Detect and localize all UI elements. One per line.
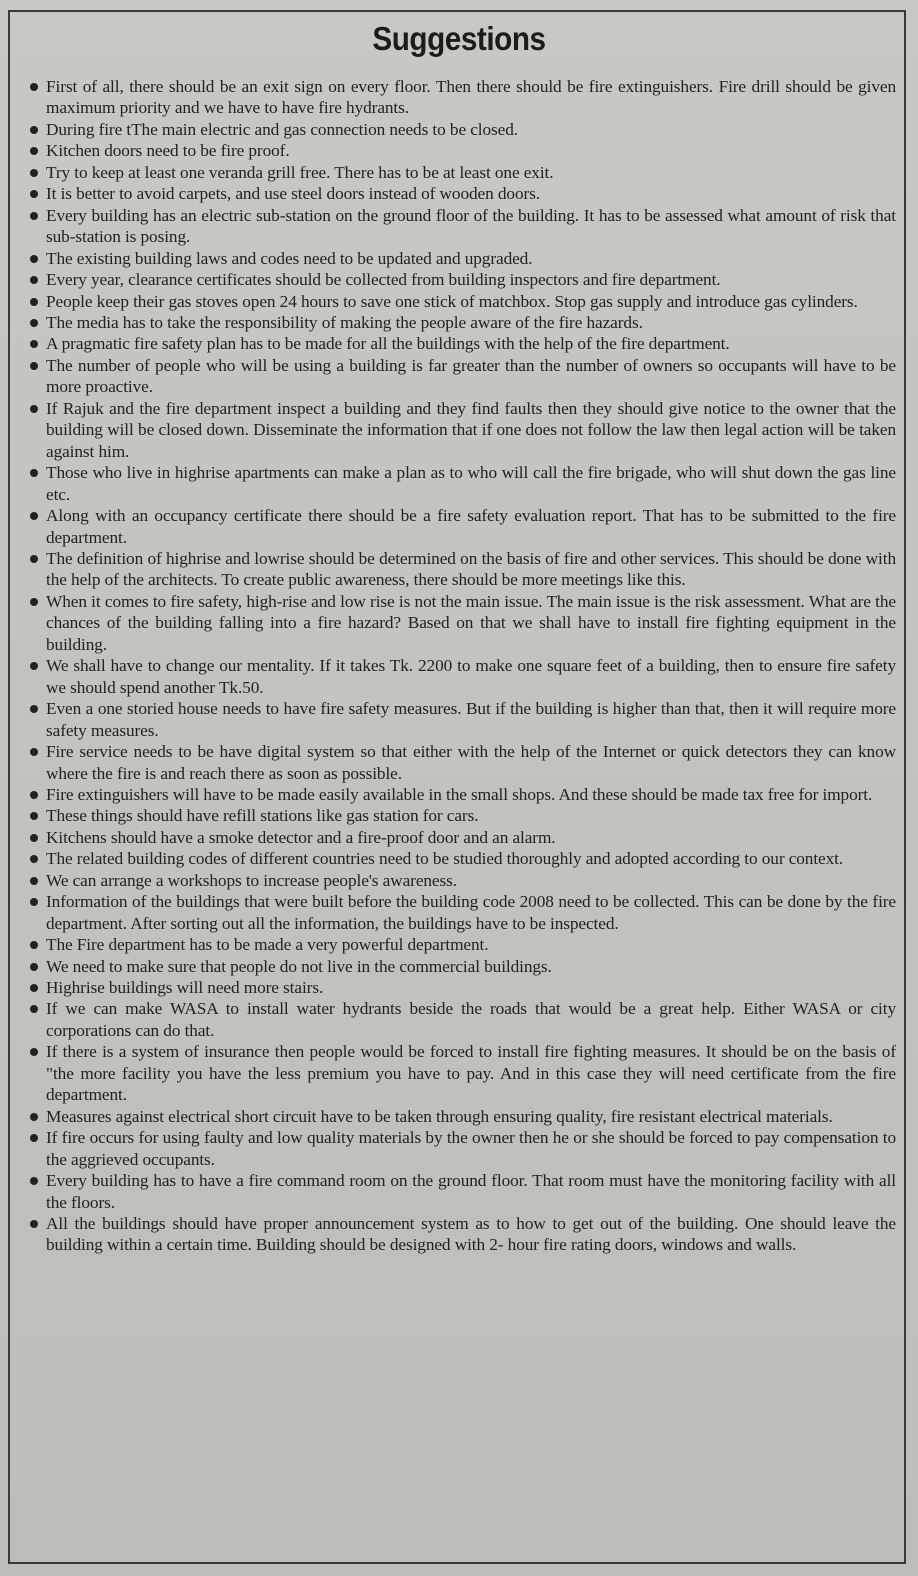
suggestion-text: If fire occurs for using faulty and low quality materials by the owner then he or she should be forced to pay compensation to the aggrieved occupants. (46, 1128, 896, 1169)
bullet-icon (30, 255, 38, 263)
suggestion-text: If we can make WASA to install water hydrants beside the roads that would be a great help. Either WASA or city corporations can do that. (46, 999, 896, 1040)
suggestion-text: The number of people who will be using a building is far greater than the number of owners so occupants will have to be more proactive. (46, 355, 896, 397)
bullet-icon (30, 1005, 38, 1013)
suggestion-item (30, 934, 896, 955)
bullet-icon (30, 791, 38, 799)
bullet-icon (30, 362, 38, 370)
bullet-icon (30, 598, 38, 606)
suggestion-text: Along with an occupancy certificate there should be a fire safety evaluation report. That has to be submitted to the fire department. (46, 506, 896, 547)
suggestion-text: The media has to take the responsibility of making the people aware of the fire hazards. (46, 312, 643, 332)
suggestion-text: We shall have to change our mentality. If it takes Tk. 2200 to make one square feet of a building, then to ensure fire safety we should spend another Tk.50. (46, 656, 896, 697)
suggestion-item (30, 269, 896, 290)
bullet-icon (30, 190, 38, 198)
suggestion-item (30, 183, 896, 204)
bullet-icon (30, 662, 38, 670)
suggestion-item (30, 956, 896, 977)
suggestion-text: Measures against electrical short circuit have to be taken through ensuring quality, fire resistant electrical materials. (46, 1106, 833, 1126)
bullet-icon (30, 941, 38, 949)
suggestion-text: The definition of highrise and lowrise should be determined on the basis of fire and other services. This should be done with the help of the architects. To create public awareness, there should be more meetings like this. (46, 548, 896, 590)
bullet-icon (30, 1177, 38, 1185)
suggestion-item (30, 119, 896, 140)
suggestion-text: Those who live in highrise apartments can make a plan as to who will call the fire brigade, who will shut down the gas line etc. (46, 463, 896, 504)
suggestion-text: It is better to avoid carpets, and use steel doors instead of wooden doors. (46, 184, 541, 204)
suggestion-text: Highrise buildings will need more stairs. (46, 978, 324, 998)
suggestion-item (30, 76, 896, 119)
suggestion-item (30, 548, 896, 591)
suggestion-item (30, 1213, 896, 1256)
suggestion-item (30, 1127, 896, 1170)
bullet-icon (30, 1134, 38, 1142)
suggestion-text: Every building has an electric sub-station on the ground floor of the building. It has to be assessed what amount of risk that sub-station is posing. (46, 205, 896, 247)
suggestion-text: All the buildings should have proper announcement system as to how to get out of the building. One should leave the building within a certain time. Building should be designed with 2- hour fire rating doors, windows and walls. (46, 1214, 896, 1255)
suggestion-item (30, 312, 896, 333)
bullet-icon (30, 340, 38, 348)
suggestion-text: The Fire department has to be made a very powerful department. (46, 935, 489, 955)
bullet-icon (30, 512, 38, 520)
suggestion-text: Every year, clearance certificates should be collected from building inspectors and fire department. (46, 270, 721, 290)
suggestion-item (30, 655, 896, 698)
bullet-icon (30, 276, 38, 284)
suggestion-text: If Rajuk and the fire department inspect a building and they find faults then they should give notice to the owner that the building will be closed down. Disseminate the information that if one does not follow the law then legal action will be taken against him. (46, 398, 896, 461)
bullet-icon (30, 855, 38, 863)
suggestion-item (30, 505, 896, 548)
suggestion-item (30, 805, 896, 826)
bullet-icon (30, 212, 38, 220)
suggestion-item (30, 1170, 896, 1213)
suggestion-text: Information of the buildings that were built before the building code 2008 need to be collected. This can be done by the fire department. After sorting out all the information, the buildings have to be inspected. (46, 892, 896, 933)
bullet-icon (30, 169, 38, 177)
bullet-icon (30, 834, 38, 842)
bullet-icon (30, 963, 38, 971)
bullet-icon (30, 469, 38, 477)
suggestion-item (30, 398, 896, 462)
suggestion-item (30, 698, 896, 741)
suggestion-item (30, 848, 896, 869)
bullet-icon (30, 555, 38, 563)
suggestion-text: The existing building laws and codes need to be updated and upgraded. (46, 248, 533, 268)
bullet-icon (30, 1113, 38, 1121)
suggestion-text: Even a one storied house needs to have fire safety measures. But if the building is higher than that, then it will require more safety measures. (46, 699, 896, 740)
article-title: Suggestions (372, 20, 546, 57)
suggestion-item (30, 1106, 896, 1127)
bullet-icon (30, 298, 38, 306)
bullet-icon (30, 705, 38, 713)
suggestion-item (30, 140, 896, 161)
suggestion-item (30, 162, 896, 183)
bullet-icon (30, 126, 38, 134)
suggestion-text: We need to make sure that people do not live in the commercial buildings. (46, 956, 552, 976)
suggestion-text: These things should have refill stations like gas station for cars. (46, 806, 479, 826)
suggestion-item (30, 291, 896, 312)
suggestion-text: A pragmatic fire safety plan has to be made for all the buildings with the help of the fire department. (46, 334, 730, 354)
suggestion-text: First of all, there should be an exit sign on every floor. Then there should be fire extinguishers. Fire drill should be given maximum priority and we have to have fire hydrants. (46, 77, 896, 118)
suggestion-item (30, 333, 896, 354)
suggestion-text: Fire extinguishers will have to be made easily available in the small shops. And these should be made tax free for import. (46, 784, 873, 804)
suggestion-text: People keep their gas stoves open 24 hours to save one stick of matchbox. Stop gas supply and introduce gas cylinders. (46, 291, 858, 311)
suggestion-text: The related building codes of different countries need to be studied thoroughly and adopted according to our context. (46, 849, 844, 869)
suggestion-item (30, 591, 896, 655)
bullet-icon (30, 1220, 38, 1228)
suggestion-item (30, 248, 896, 269)
bullet-icon (30, 877, 38, 885)
bullet-icon (30, 748, 38, 756)
suggestion-text: We can arrange a workshops to increase people's awareness. (46, 870, 457, 890)
suggestion-item (30, 741, 896, 784)
bullet-icon (30, 319, 38, 327)
suggestion-item (30, 977, 896, 998)
suggestion-text: If there is a system of insurance then people would be forced to install fire fighting measures. It should be on the basis of "the more facility you have the less premium you have to pay. And in this case they will need certificate from the fire department. (46, 1042, 896, 1105)
suggestion-text: Try to keep at least one veranda grill free. There has to be at least one exit. (46, 162, 554, 182)
suggestion-text: Kitchens should have a smoke detector and a fire-proof door and an alarm. (46, 827, 556, 847)
suggestion-item (30, 784, 896, 805)
suggestion-item (30, 462, 896, 505)
bullet-icon (30, 147, 38, 155)
suggestion-text: Kitchen doors need to be fire proof. (46, 141, 290, 161)
suggestion-text: Every building has to have a fire command room on the ground floor. That room must have the monitoring facility with all the floors. (46, 1171, 896, 1212)
suggestion-item (30, 870, 896, 891)
suggestion-text: When it comes to fire safety, high-rise and low rise is not the main issue. The main issue is the risk assessment. What are the chances of the building falling into a fire hazard? Based on that we shall have to install fire fighting equipment in the building. (46, 591, 896, 654)
bullet-icon (30, 812, 38, 820)
suggestions-list (30, 76, 896, 1256)
bullet-icon (30, 405, 38, 413)
suggestion-text: During fire tThe main electric and gas connection needs to be closed. (46, 119, 518, 139)
suggestion-item (30, 998, 896, 1041)
suggestion-item (30, 891, 896, 934)
suggestion-text: Fire service needs to be have digital system so that either with the help of the Internet or quick detectors they can know where the fire is and reach there as soon as possible. (46, 742, 896, 783)
bullet-icon (30, 898, 38, 906)
suggestion-item (30, 355, 896, 398)
suggestion-item (30, 205, 896, 248)
suggestion-item (30, 827, 896, 848)
suggestion-item (30, 1041, 896, 1105)
bullet-icon (30, 1048, 38, 1056)
bullet-icon (30, 83, 38, 91)
bullet-icon (30, 984, 38, 992)
